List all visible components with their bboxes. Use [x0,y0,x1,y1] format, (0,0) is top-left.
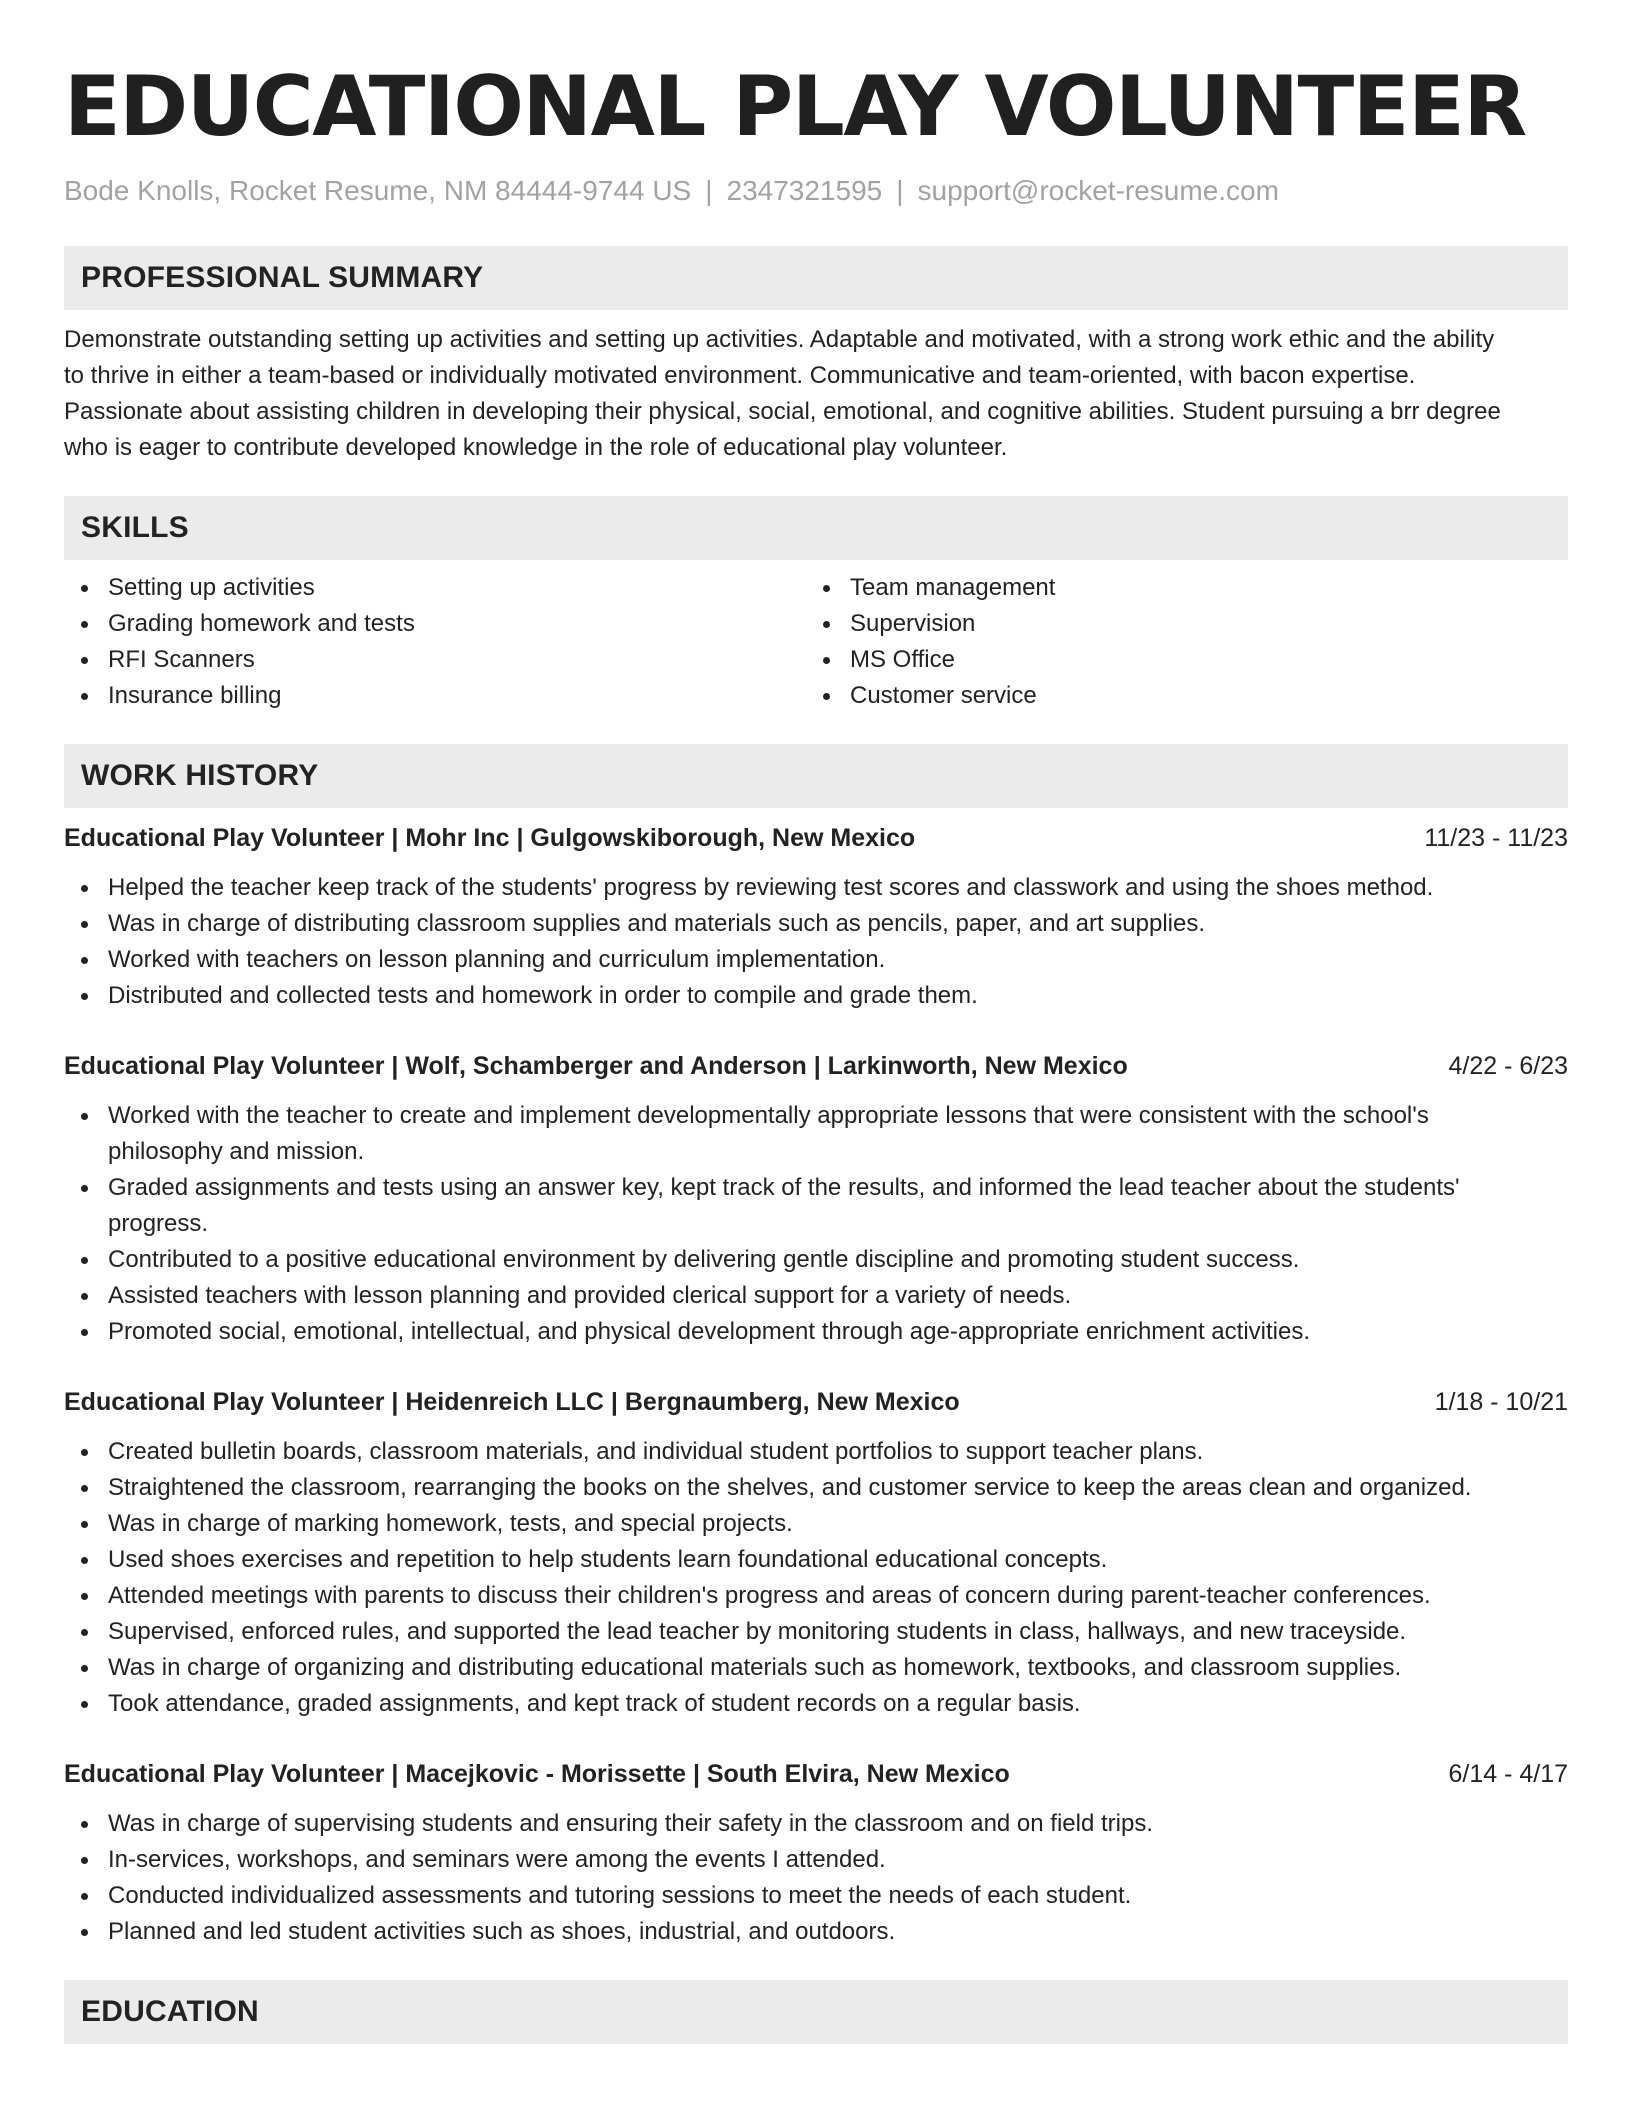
job-bullet-line: Created bulletin boards, classroom materials, and individual student portfolios to support teacher plans. [108,1438,1204,1465]
contact-address: Bode Knolls, Rocket Resume, NM 84444-9744 US [64,175,692,206]
job-bullet-line: Straightened the classroom, rearranging the books on the shelves, and customer service to keep the areas clean and organized. [108,1474,1472,1501]
job-bullet-line: Worked with the teacher to create and implement developmentally appropriate lessons that were consistent with the school's [108,1102,1429,1129]
job-bullet-line: Attended meetings with parents to discuss their children's progress and areas of concern during parent-teacher conferences. [108,1582,1431,1609]
job-bullet [64,1278,1568,1314]
job-bullet [64,1806,1568,1842]
summary-line: who is eager to contribute developed knowledge in the role of educational play volunteer. [64,434,1008,461]
contact-separator: | [896,175,904,206]
job-bullet [64,906,1568,942]
job-bullet-line: Graded assignments and tests using an answer key, kept track of the results, and informed the lead teacher about the students' [108,1174,1460,1201]
job-bullet [64,1506,1568,1542]
skill-item: Grading homework and tests [64,606,806,642]
job-bullet-line: Used shoes exercises and repetition to help students learn foundational educational concepts. [108,1546,1108,1573]
summary-heading: PROFESSIONAL SUMMARY [64,246,1568,310]
job-bullet [64,1650,1568,1686]
job-entry [64,1384,1568,1722]
job-bullet [64,978,1568,1014]
job-bullet [64,1686,1568,1722]
job-bullet-line: Planned and led student activities such as shoes, industrial, and outdoors. [108,1918,896,1945]
job-bullet-line: Worked with teachers on lesson planning and curriculum implementation. [108,946,886,973]
skills-column-right [806,570,1548,714]
work-history-heading: WORK HISTORY [64,744,1568,808]
job-entry [64,1048,1568,1350]
job-bullet [64,942,1568,978]
job-bullet [64,1914,1568,1950]
job-bullet-line: Conducted individualized assessments and tutoring sessions to meet the needs of each student. [108,1882,1132,1909]
summary-line: Demonstrate outstanding setting up activities and setting up activities. Adaptable and motivated, with a strong work ethic and the ability [64,326,1495,353]
job-header [64,1048,1568,1084]
summary-line: Passionate about assisting children in developing their physical, social, emotional, and cognitive abilities. Student pursuing a brr degree [64,398,1501,425]
skill-item: Supervision [806,606,1548,642]
skill-item: Setting up activities [64,570,806,606]
job-bullet-line: In-services, workshops, and seminars were among the events I attended. [108,1846,886,1873]
job-title: Educational Play Volunteer | Macejkovic - Morissette | South Elvira, New Mexico [64,1760,1010,1788]
job-bullet-line: Helped the teacher keep track of the students' progress by reviewing test scores and classwork and using the shoes method. [108,874,1434,901]
job-bullet [64,1614,1568,1650]
work-history-list [64,820,1568,1950]
job-dates: 11/23 - 11/23 [1424,824,1568,852]
job-bullet-line: philosophy and mission. [108,1138,365,1165]
job-bullets [64,1434,1568,1722]
job-entry [64,1756,1568,1950]
job-dates: 6/14 - 4/17 [1448,1760,1568,1788]
skill-item: RFI Scanners [64,642,806,678]
job-bullet [64,1170,1568,1242]
job-header [64,1384,1568,1420]
job-bullet-line: Distributed and collected tests and homework in order to compile and grade them. [108,982,978,1009]
job-bullets [64,870,1568,1014]
job-bullet [64,1542,1568,1578]
skill-item: Insurance billing [64,678,806,714]
job-bullet-line: Promoted social, emotional, intellectual, and physical development through age-appropriate enrichment activities. [108,1318,1311,1345]
skill-item: MS Office [806,642,1548,678]
job-bullet-line: Was in charge of organizing and distributing educational materials such as homework, textbooks, and classroom supplies. [108,1654,1402,1681]
job-bullet [64,870,1568,906]
job-entry [64,820,1568,1014]
summary-line: to thrive in either a team-based or individually motivated environment. Communicative and team-oriented, with bacon expertise. [64,362,1416,389]
contact-phone: 2347321595 [726,175,883,206]
job-title: Educational Play Volunteer | Mohr Inc | Gulgowskiborough, New Mexico [64,824,916,852]
job-dates: 1/18 - 10/21 [1434,1388,1568,1416]
job-bullet-line: Was in charge of marking homework, tests, and special projects. [108,1510,793,1537]
job-bullet-line: Supervised, enforced rules, and supported the lead teacher by monitoring students in class, hallways, and new traceyside. [108,1618,1407,1645]
job-bullet-line: Took attendance, graded assignments, and kept track of student records on a regular basis. [108,1690,1081,1717]
job-bullet [64,1470,1568,1506]
resume-page [64,52,1568,2044]
job-bullet-line: Was in charge of distributing classroom supplies and materials such as pencils, paper, and art supplies. [108,910,1206,937]
job-dates: 4/22 - 6/23 [1448,1052,1568,1080]
skills-heading: SKILLS [64,496,1568,560]
skills-column-left [64,570,806,714]
contact-email: support@rocket-resume.com [917,175,1279,206]
job-bullets [64,1806,1568,1950]
job-bullet-line: Assisted teachers with lesson planning and provided clerical support for a variety of needs. [108,1282,1072,1309]
job-bullet-line: progress. [108,1210,209,1237]
job-bullet-line: Was in charge of supervising students and ensuring their safety in the classroom and on field trips. [108,1810,1153,1837]
contact-separator: | [705,175,713,206]
job-bullet [64,1578,1568,1614]
job-bullet [64,1842,1568,1878]
job-bullet [64,1242,1568,1278]
job-bullets [64,1098,1568,1350]
resume-name-title: EDUCATIONAL PLAY VOLUNTEER [64,58,1526,155]
job-bullet [64,1098,1568,1170]
job-header [64,820,1568,856]
skills-list [64,570,1568,714]
education-heading: EDUCATION [64,1980,1568,2044]
skill-item: Team management [806,570,1548,606]
skill-item: Customer service [806,678,1548,714]
summary-text [64,322,1568,466]
job-title: Educational Play Volunteer | Wolf, Schamberger and Anderson | Larkinworth, New Mexico [64,1052,1128,1080]
job-header [64,1756,1568,1792]
contact-line [64,172,1568,210]
job-bullet [64,1434,1568,1470]
job-bullet [64,1878,1568,1914]
job-bullet-line: Contributed to a positive educational environment by delivering gentle discipline and promoting student success. [108,1246,1300,1273]
job-bullet [64,1314,1568,1350]
job-title: Educational Play Volunteer | Heidenreich LLC | Bergnaumberg, New Mexico [64,1388,960,1416]
